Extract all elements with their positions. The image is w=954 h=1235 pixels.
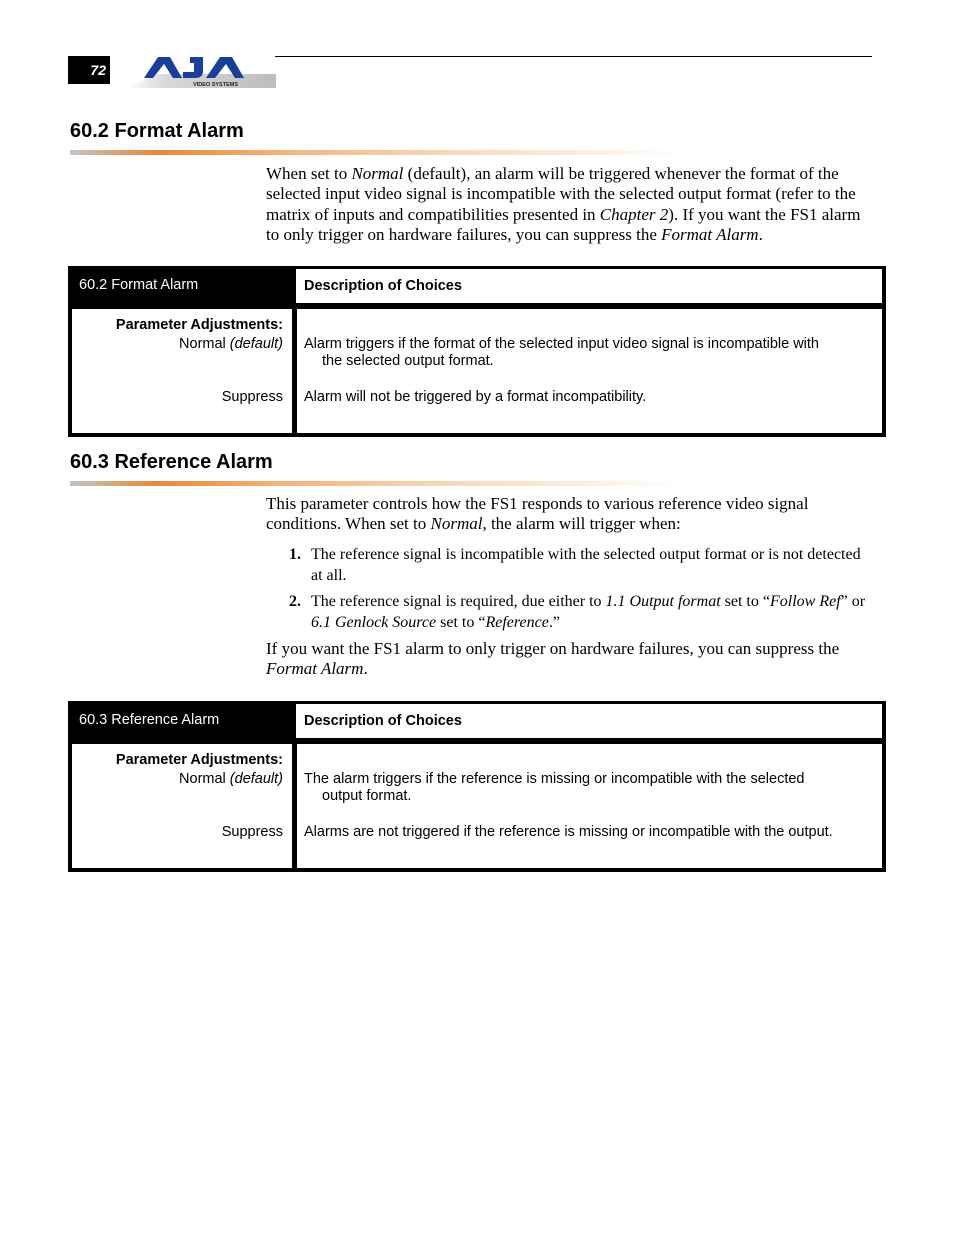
- table-header-param: 60.2 Format Alarm: [79, 277, 199, 293]
- page-number: 72: [68, 56, 110, 84]
- table-param-cell: [72, 744, 292, 868]
- table-header-description: Description of Choices: [296, 704, 882, 738]
- section-title-reference-alarm: 60.3 Reference Alarm: [70, 451, 273, 473]
- table-description-cell: [297, 744, 882, 868]
- param-adjustments-label: Parameter Adjustments:: [115, 317, 283, 333]
- section-title-format-alarm: 60.2 Format Alarm: [70, 120, 244, 142]
- option-suppress: Suppress: [221, 389, 283, 405]
- table-param-cell: [72, 309, 292, 433]
- svg-text:VIDEO SYSTEMS: VIDEO SYSTEMS: [193, 82, 238, 88]
- section-title-rule: [70, 481, 682, 486]
- reference-alarm-intro: This parameter controls how the FS1 responds to various reference video signal conditions. When set to Normal, the alarm will trigger when:: [266, 494, 809, 534]
- format-alarm-table: [68, 266, 886, 437]
- aja-logo: [128, 54, 276, 90]
- option-suppress-description: Alarm will not be triggered by a format incompatibility.: [304, 389, 647, 405]
- format-alarm-intro: When set to Normal (default), an alarm will be triggered whenever the format of the selected input video signal is incompatible with the selected output format (refer to the matrix of inputs and compatibilities presented in Chapter 2). If you want the FS1 alarm to only trigger on hardware failures, you can suppress the Format Alarm.: [266, 164, 861, 245]
- option-normal: Normal (default): [179, 771, 283, 787]
- option-suppress-description: Alarms are not triggered if the reference is missing or incompatible with the output.: [304, 824, 833, 840]
- param-adjustments-label: Parameter Adjustments:: [115, 752, 283, 768]
- section-title-rule: [70, 150, 682, 155]
- list-item: 2. The reference signal is required, due either to 1.1 Output format set to “Follow Ref” or 6.1 Genlock Source set to “Reference.”: [289, 593, 866, 631]
- reference-alarm-outro: If you want the FS1 alarm to only trigger on hardware failures, you can suppress the Format Alarm.: [266, 639, 840, 679]
- table-header-param: 60.3 Reference Alarm: [79, 712, 220, 728]
- option-normal-description: The alarm triggers if the reference is missing or incompatible with the selected output format.: [304, 771, 805, 804]
- option-suppress: Suppress: [221, 824, 283, 840]
- header-rule: [275, 56, 872, 57]
- option-normal-description: Alarm triggers if the format of the selected input video signal is incompatible with the selected output format.: [304, 336, 819, 369]
- reference-alarm-table: [68, 701, 886, 872]
- table-header-description: Description of Choices: [296, 269, 882, 303]
- table-description-cell: [297, 309, 882, 433]
- reference-conditions-list: [289, 545, 869, 639]
- list-item: 1. The reference signal is incompatible with the selected output format or is not detected at all.: [289, 546, 861, 584]
- option-normal: Normal (default): [179, 336, 283, 352]
